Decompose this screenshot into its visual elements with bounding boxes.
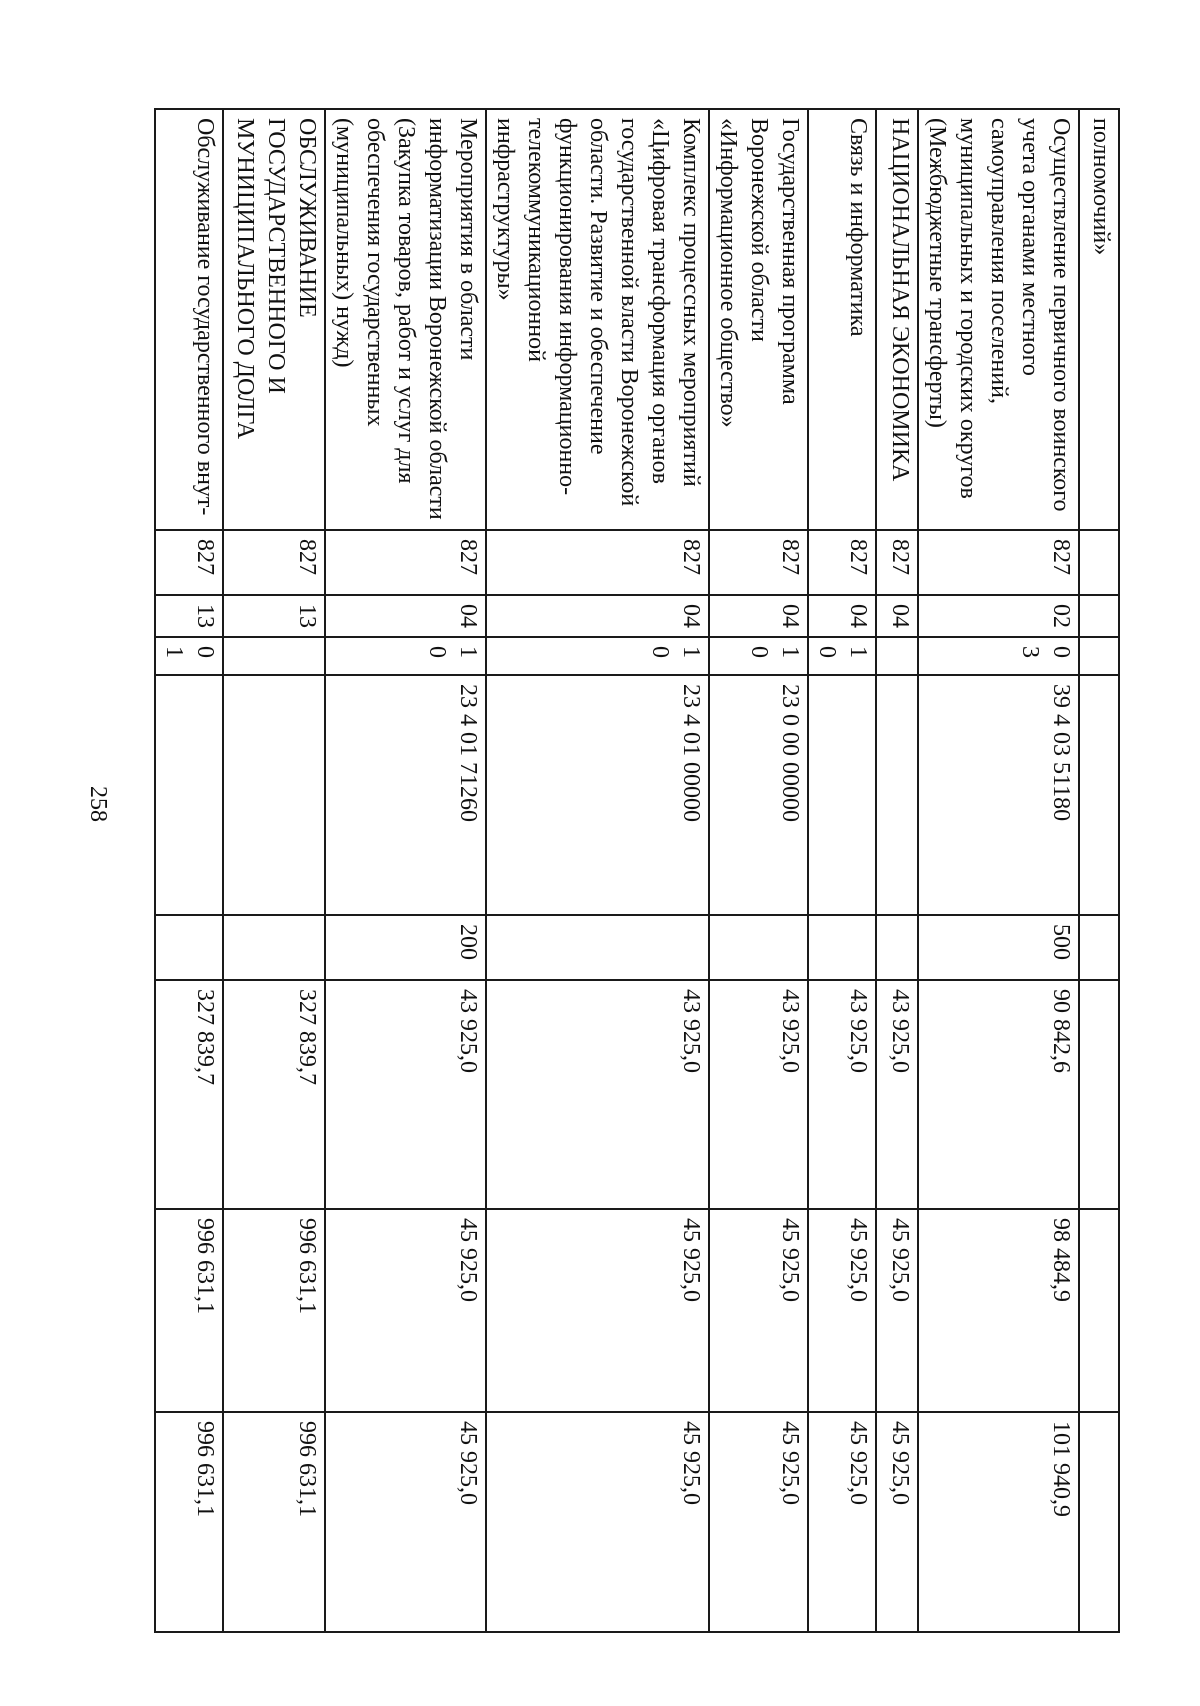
table-row: [918, 109, 1079, 1632]
cell-value-3: 45 925,0: [325, 1412, 486, 1632]
page-number: 258: [85, 786, 111, 822]
cell-value-2: 45 925,0: [486, 1209, 709, 1412]
cell-value-1: 43 925,0: [709, 980, 808, 1209]
cell-vr: [876, 915, 918, 980]
table-row: [709, 109, 808, 1632]
cell-gl: 827: [223, 530, 325, 595]
cell-gl: 827: [876, 530, 918, 595]
cell-csr: 23 0 00 00000: [709, 675, 808, 915]
budget-table: [154, 108, 1120, 1633]
table-row: [808, 109, 876, 1632]
cell-name: Государственная программа Воронежской области «Информационное общество»: [709, 109, 808, 530]
cell-value-1: 43 925,0: [808, 980, 876, 1209]
cell-pr: 10: [808, 637, 876, 675]
cell-vr: 500: [918, 915, 1079, 980]
cell-vr: [155, 915, 223, 980]
table-row: [223, 109, 325, 1632]
cell-value-1: 327 839,7: [155, 980, 223, 1209]
cell-value-3: 45 925,0: [808, 1412, 876, 1632]
cell-pr: [223, 637, 325, 675]
cell-value-3: 45 925,0: [486, 1412, 709, 1632]
cell-gl: 827: [709, 530, 808, 595]
table-row: [876, 109, 918, 1632]
cell-value-3: 101 940,9: [918, 1412, 1079, 1632]
cell-name: ОБСЛУЖИВАНИЕ ГОСУДАРСТВЕННОГО И МУНИЦИПАЛЬНОГО ДОЛГА: [223, 109, 325, 530]
cell-rz: 13: [155, 595, 223, 637]
cell-value-2: 45 925,0: [876, 1209, 918, 1412]
table-container: [161, 108, 1120, 1631]
cell-value-1: 90 842,6: [918, 980, 1079, 1209]
cell-name: Обслуживание государственного внут-: [155, 109, 223, 530]
cell-csr: [1079, 675, 1119, 915]
cell-value-3: 996 631,1: [155, 1412, 223, 1632]
cell-csr: [808, 675, 876, 915]
cell-rz: [1079, 595, 1119, 637]
cell-value-2: 996 631,1: [155, 1209, 223, 1412]
cell-rz: 04: [486, 595, 709, 637]
cell-rz: 04: [876, 595, 918, 637]
cell-gl: 827: [155, 530, 223, 595]
cell-value-2: 45 925,0: [325, 1209, 486, 1412]
cell-value-1: 43 925,0: [325, 980, 486, 1209]
cell-pr: 01: [155, 637, 223, 675]
cell-value-3: 45 925,0: [876, 1412, 918, 1632]
table-row: [155, 109, 223, 1632]
cell-value-1: 43 925,0: [486, 980, 709, 1209]
cell-csr: 23 4 01 00000: [486, 675, 709, 915]
cell-gl: [1079, 530, 1119, 595]
cell-value-1: [1079, 980, 1119, 1209]
cell-rz: 02: [918, 595, 1079, 637]
cell-name: НАЦИОНАЛЬНАЯ ЭКОНОМИКА: [876, 109, 918, 530]
cell-value-3: 996 631,1: [223, 1412, 325, 1632]
cell-name: Осуществление первичного воинского учета органами местного самоуправления поселений, муниципальных и городских округов (Межбюджетные трансферты): [918, 109, 1079, 530]
cell-gl: 827: [918, 530, 1079, 595]
cell-vr: [486, 915, 709, 980]
cell-rz: 04: [709, 595, 808, 637]
cell-value-2: 996 631,1: [223, 1209, 325, 1412]
cell-pr: [876, 637, 918, 675]
cell-value-2: 45 925,0: [709, 1209, 808, 1412]
cell-gl: 827: [325, 530, 486, 595]
cell-vr: 200: [325, 915, 486, 980]
cell-name: полномочий»: [1079, 109, 1119, 530]
cell-rz: 13: [223, 595, 325, 637]
cell-pr: 10: [709, 637, 808, 675]
cell-gl: 827: [808, 530, 876, 595]
cell-pr: 10: [486, 637, 709, 675]
table-row: [1079, 109, 1119, 1632]
cell-pr: 10: [325, 637, 486, 675]
cell-rz: 04: [325, 595, 486, 637]
cell-csr: [155, 675, 223, 915]
cell-csr: 23 4 01 71260: [325, 675, 486, 915]
cell-vr: [223, 915, 325, 980]
cell-value-2: [1079, 1209, 1119, 1412]
table-row: [486, 109, 709, 1632]
cell-pr: 03: [918, 637, 1079, 675]
cell-vr: [1079, 915, 1119, 980]
cell-value-3: [1079, 1412, 1119, 1632]
cell-pr: [1079, 637, 1119, 675]
cell-name: Связь и информатика: [808, 109, 876, 530]
cell-value-1: 327 839,7: [223, 980, 325, 1209]
cell-vr: [808, 915, 876, 980]
cell-value-2: 98 484,9: [918, 1209, 1079, 1412]
cell-value-1: 43 925,0: [876, 980, 918, 1209]
cell-value-3: 45 925,0: [709, 1412, 808, 1632]
cell-name: Комплекс процессных мероприятий «Цифровая трансформация органов государственной власти Воронежской области. Развитие и обеспечение функционирования информационно-телекоммуникационной инфраструктуры»: [486, 109, 709, 530]
cell-csr: 39 4 03 51180: [918, 675, 1079, 915]
cell-vr: [709, 915, 808, 980]
table-row: [325, 109, 486, 1632]
cell-name: Мероприятия в области информатизации Воронежской области (Закупка товаров, работ и услуг для обеспечения государственных (муниципальных) нужд): [325, 109, 486, 530]
cell-value-2: 45 925,0: [808, 1209, 876, 1412]
cell-csr: [876, 675, 918, 915]
cell-csr: [223, 675, 325, 915]
cell-gl: 827: [486, 530, 709, 595]
cell-rz: 04: [808, 595, 876, 637]
